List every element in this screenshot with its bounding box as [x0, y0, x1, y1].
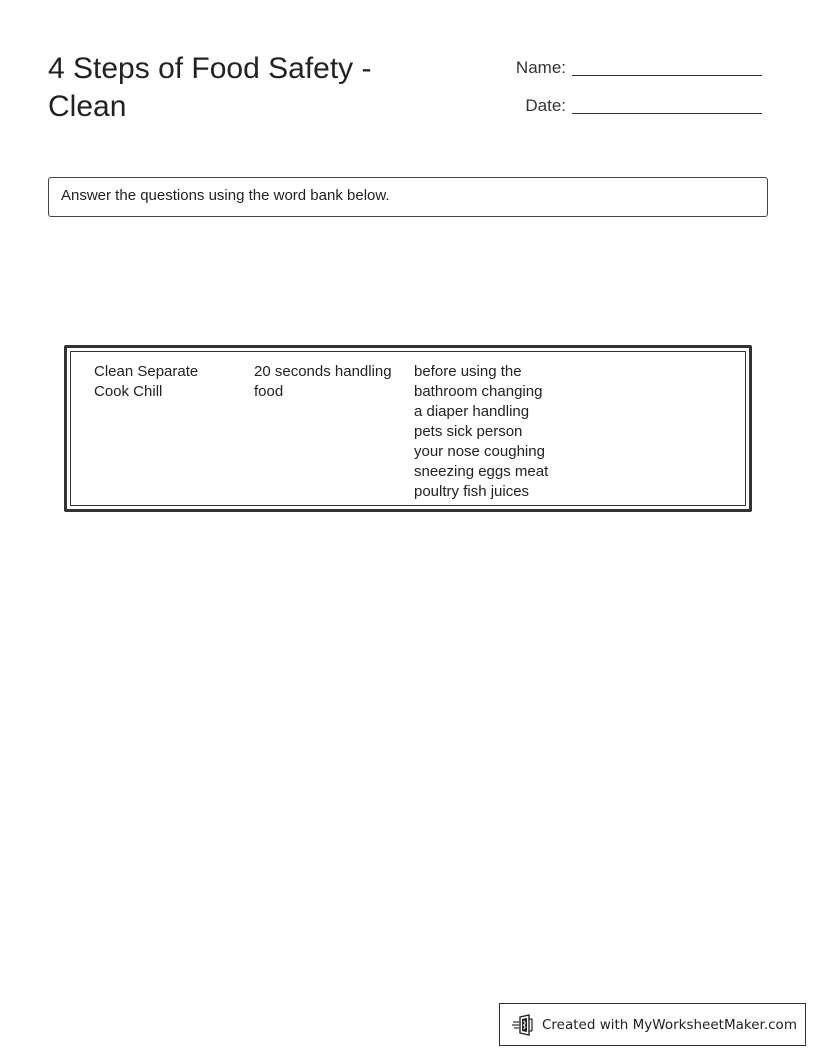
- word-bank-column-3: [414, 362, 574, 502]
- name-label: Name:: [515, 58, 566, 77]
- word-bank-entry: before using the: [414, 363, 522, 380]
- word-bank: [64, 345, 752, 512]
- word-bank-inner-frame: [70, 351, 746, 506]
- title-line-2: Clean: [48, 90, 127, 123]
- title-line-1: 4 Steps of Food Safety -: [48, 52, 372, 85]
- word-bank-entry: your nose coughing: [414, 443, 545, 460]
- word-bank-entry: pets sick person: [414, 423, 523, 440]
- created-with-badge[interactable]: [499, 1003, 806, 1046]
- word-bank-entry: sneezing eggs meat: [414, 463, 549, 480]
- instructions-text: Answer the questions using the word bank below.: [61, 187, 390, 204]
- word-bank-column-1: [94, 362, 244, 402]
- date-blank-line[interactable]: [572, 113, 762, 114]
- date-label: Date:: [525, 96, 566, 115]
- instructions-box: [48, 177, 768, 217]
- word-bank-entry: poultry fish juices: [414, 483, 530, 500]
- word-bank-entry: a diaper handling: [414, 403, 530, 420]
- worksheet-logo-icon: [512, 1013, 536, 1037]
- word-bank-entry: bathroom changing: [414, 383, 543, 400]
- name-blank-line[interactable]: [572, 75, 762, 76]
- date-field[interactable]: [480, 90, 770, 116]
- word-bank-column-2: [254, 362, 404, 402]
- created-with-text[interactable]: Created with MyWorksheetMaker.com: [542, 1016, 797, 1033]
- word-bank-entry: Clean Separate: [94, 363, 199, 380]
- word-bank-entry: 20 seconds handling: [254, 363, 392, 380]
- word-bank-entry: Cook Chill: [94, 383, 163, 400]
- word-bank-entry: food: [254, 383, 284, 400]
- name-field[interactable]: [480, 52, 770, 78]
- page-title: [48, 50, 448, 126]
